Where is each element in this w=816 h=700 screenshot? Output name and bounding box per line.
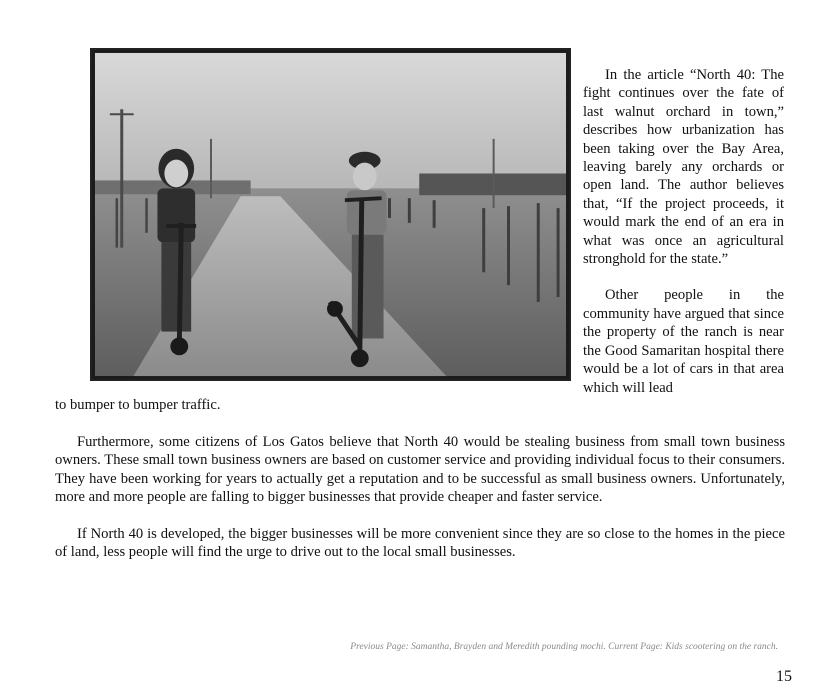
right-column-text <box>583 66 784 397</box>
girl-figure <box>157 149 196 355</box>
paragraph-3: Furthermore, some citizens of Los Gatos believe that North 40 would be stealing business from small town business owners. These small town business owners are based on customer service and providing individual focus to their consumers. They have been working for years to actually get a reputation and to be successful as small business owners. Unfortunately, more and more people are falling to bigger businesses that provide cheaper and faster service. <box>55 434 785 506</box>
photo-illustration <box>92 50 569 379</box>
paragraph-4: If North 40 is developed, the bigger businesses will be more convenient since they are so close to the homes in the piece of land, less people will find the urge to drive out to the local small businesses. <box>55 525 785 561</box>
kids-scootering-photo <box>90 48 571 381</box>
continuation-line: to bumper to bumper traffic. <box>55 397 221 413</box>
column-paragraph-1: In the article “North 40: The fight continues over the fate of last walnut orchard in town,” describes how urbanization has been taking over the Bay Area, leaving barely any orchards or open land. The author believes that, “If the project proceeds, it would mark the end of an era in what was once an agricultural stronghold for the state.” <box>583 67 784 268</box>
column-paragraph-2: Other people in the community have argued that since the property of the ranch is near the Good Samaritan hospital there would be a lot of cars in that area which will lead <box>583 287 784 396</box>
body-text <box>55 433 785 561</box>
page-number: 15 <box>776 668 792 685</box>
photo-caption: Previous Page: Samantha, Brayden and Meredith pounding mochi. Current Page: Kids scootering on the ranch. <box>350 642 778 652</box>
